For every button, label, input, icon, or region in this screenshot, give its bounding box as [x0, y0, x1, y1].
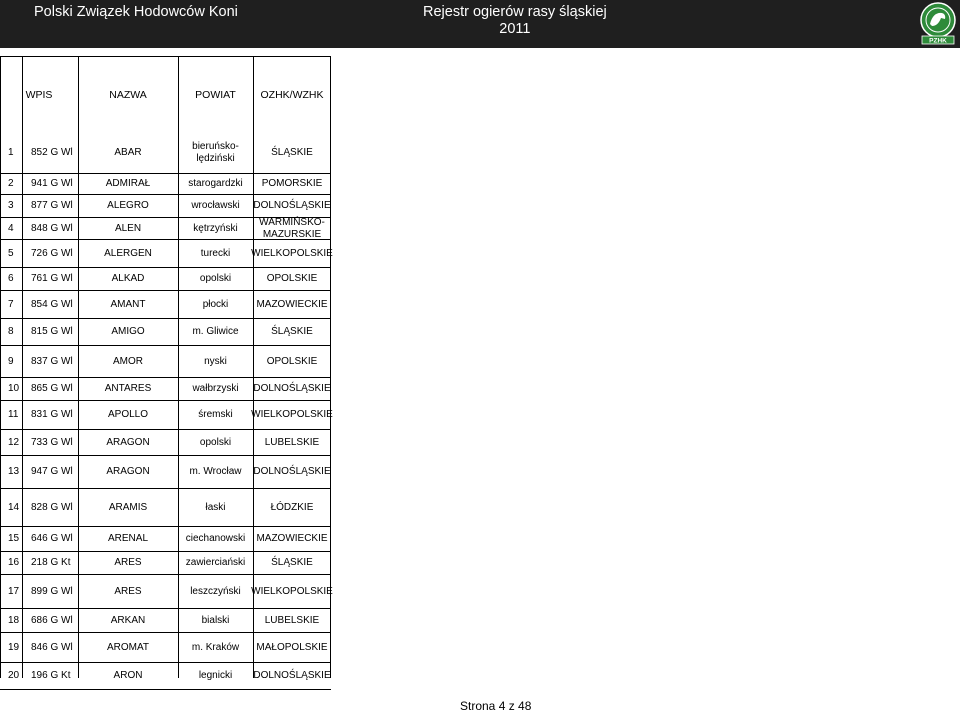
table-row	[0, 632, 331, 662]
row-index-cell: 2	[8, 178, 14, 189]
powiat-cell: m. Kraków	[191, 641, 240, 653]
table-row	[0, 290, 331, 318]
table-row	[0, 267, 331, 290]
row-index-cell: 17	[8, 585, 20, 597]
powiat-cell: ciechanowski	[185, 533, 246, 544]
horse-name-cell: AMIGO	[111, 326, 145, 337]
row-index-cell: 8	[8, 326, 14, 337]
powiat-cell: m. Gliwice	[192, 326, 239, 337]
horse-name-cell: ARAGON	[106, 436, 150, 448]
powiat-cell: bialski	[201, 614, 230, 626]
powiat-cell: leszczyński	[190, 585, 241, 597]
column-header-powiat: POWIAT	[195, 89, 236, 101]
row-index-cell: 11	[8, 409, 19, 420]
row-index-cell: 4	[8, 222, 14, 234]
registration-number-cell: 733 G Wl	[31, 436, 73, 448]
registration-number-cell: 947 G Wl	[31, 466, 73, 477]
voivodeship-cell: POMORSKIE	[261, 178, 323, 189]
voivodeship-cell: ŚLĄSKIE	[271, 557, 313, 568]
table-row	[0, 662, 331, 689]
table-row	[0, 551, 331, 574]
registry-year: 2011	[499, 21, 531, 37]
voivodeship-cell: LUBELSKIE	[264, 436, 320, 448]
table-row	[0, 429, 331, 455]
powiat-cell: turecki	[200, 247, 231, 259]
table-header-row	[0, 57, 331, 133]
registration-number-cell: 877 G Wl	[31, 200, 73, 211]
registration-number-cell: 899 G Wl	[31, 585, 73, 597]
registration-number-cell: 941 G Wl	[31, 178, 73, 189]
horse-name-cell: ALEGRO	[107, 200, 149, 211]
horse-name-cell: ARES	[114, 585, 142, 597]
pzhk-logo	[918, 2, 958, 45]
horse-name-cell: AMANT	[110, 298, 146, 310]
registry-title	[423, 4, 607, 38]
powiat-cell: zawierciański	[185, 557, 246, 568]
voivodeship-cell: LUBELSKIE	[264, 614, 320, 626]
horse-name-cell: ARKAN	[110, 614, 146, 626]
powiat-cell: łaski	[205, 501, 226, 513]
row-index-cell: 9	[8, 355, 14, 367]
voivodeship-cell: MAŁOPOLSKIE	[256, 641, 328, 653]
table-row	[0, 345, 331, 377]
table-row	[0, 194, 331, 217]
voivodeship-cell: WIELKOPOLSKIE	[251, 585, 333, 597]
row-index-cell: 7	[8, 298, 14, 310]
voivodeship-cell: ŚLĄSKIE	[271, 147, 313, 158]
stallion-table	[0, 56, 331, 690]
voivodeship-cell: WARMIŃSKO-MAZURSKIE	[259, 216, 325, 240]
registration-number-cell: 761 G Wl	[31, 273, 73, 284]
registration-number-cell: 831 G Wl	[31, 409, 73, 420]
table-row	[0, 455, 331, 488]
table-row	[0, 173, 331, 194]
powiat-cell: opolski	[199, 436, 232, 448]
table-row	[0, 574, 331, 608]
table-row	[0, 526, 331, 551]
row-index-cell: 6	[8, 273, 14, 284]
voivodeship-cell: OPOLSKIE	[266, 355, 318, 367]
page-header	[0, 0, 960, 48]
voivodeship-cell: DOLNOŚLĄSKIE	[253, 200, 331, 211]
horse-name-cell: ALEN	[114, 222, 142, 234]
registry-title-text: Rejestr ogierów rasy śląskiej	[423, 4, 607, 20]
horse-name-cell: APOLLO	[107, 409, 149, 420]
table-row	[0, 239, 331, 267]
row-index-cell: 10	[8, 383, 20, 394]
powiat-cell: opolski	[199, 273, 232, 284]
voivodeship-cell: WIELKOPOLSKIE	[251, 409, 333, 420]
row-index-cell: 12	[8, 436, 20, 448]
row-index-cell: 15	[8, 533, 20, 544]
row-index-cell: 18	[8, 614, 20, 626]
registration-number-cell: 828 G Wl	[31, 501, 73, 513]
svg-text:PZHK: PZHK	[929, 37, 947, 45]
horse-name-cell: ARES	[114, 557, 142, 568]
horse-name-cell: ANTARES	[104, 383, 152, 394]
registration-number-cell: 852 G Wl	[31, 147, 73, 158]
registration-number-cell: 646 G Wl	[31, 533, 73, 544]
horse-name-cell: ALKAD	[111, 273, 145, 284]
registration-number-cell: 686 G Wl	[31, 614, 73, 626]
horse-name-cell: ARON	[113, 670, 143, 681]
powiat-cell: legnicki	[198, 670, 233, 681]
table-row	[0, 400, 331, 429]
row-index-cell: 5	[8, 247, 14, 259]
registration-number-cell: 218 G Kt	[31, 557, 71, 568]
organization-name: Polski Związek Hodowców Koni	[34, 4, 238, 20]
column-header-wpis: WPIS	[25, 89, 53, 101]
row-index-cell: 20	[8, 670, 20, 681]
voivodeship-cell: OPOLSKIE	[266, 273, 318, 284]
registration-number-cell: 848 G Wl	[31, 222, 73, 234]
registration-number-cell: 726 G Wl	[31, 247, 73, 259]
powiat-cell: wałbrzyski	[192, 383, 239, 394]
horse-name-cell: ARAMIS	[108, 501, 148, 513]
row-index-cell: 19	[8, 641, 20, 653]
row-index-cell: 14	[8, 501, 20, 513]
horse-name-cell: ALERGEN	[104, 247, 152, 259]
registration-number-cell: 196 G Kt	[31, 670, 71, 681]
powiat-cell: śremski	[198, 409, 233, 420]
page-number: Strona 4 z 48	[460, 699, 532, 713]
voivodeship-cell: ŚLĄSKIE	[271, 326, 313, 337]
powiat-cell: kętrzyński	[193, 222, 238, 234]
voivodeship-cell: ŁÓDZKIE	[270, 501, 314, 513]
row-index-cell: 1	[8, 147, 14, 158]
registration-number-cell: 854 G Wl	[31, 298, 73, 310]
row-index-cell: 3	[8, 200, 14, 211]
registration-number-cell: 865 G Wl	[31, 383, 73, 394]
horse-name-cell: AROMAT	[106, 641, 150, 653]
registration-number-cell: 837 G Wl	[31, 355, 73, 367]
horse-name-cell: ARENAL	[107, 533, 148, 544]
voivodeship-cell: MAZOWIECKIE	[256, 298, 328, 310]
voivodeship-cell: DOLNOŚLĄSKIE	[253, 466, 331, 477]
registration-number-cell: 815 G Wl	[31, 326, 73, 337]
table-row	[0, 133, 331, 173]
voivodeship-cell: DOLNOŚLĄSKIE	[253, 670, 331, 681]
voivodeship-cell: MAZOWIECKIE	[256, 533, 328, 544]
column-header-ozhk: OZHK/WZHK	[260, 89, 324, 101]
voivodeship-cell: WIELKOPOLSKIE	[251, 247, 333, 259]
powiat-cell: starogardzki	[188, 178, 243, 189]
powiat-cell: nyski	[204, 355, 227, 367]
powiat-cell: bieruńsko-lędziński	[192, 141, 239, 164]
row-index-cell: 16	[8, 557, 20, 568]
column-header-nazwa: NAZWA	[109, 89, 147, 101]
table-row	[0, 488, 331, 526]
powiat-cell: m. Wrocław	[189, 466, 242, 477]
table-row	[0, 217, 331, 239]
table-row	[0, 318, 331, 345]
horse-name-cell: AMOR	[113, 355, 143, 367]
horse-name-cell: ARAGON	[106, 466, 150, 477]
table-row	[0, 608, 331, 632]
row-index-cell: 13	[8, 466, 20, 477]
powiat-cell: wrocławski	[191, 200, 240, 211]
horse-name-cell: ABAR	[114, 147, 142, 158]
voivodeship-cell: DOLNOŚLĄSKIE	[253, 383, 331, 394]
horse-name-cell: ADMIRAŁ	[105, 178, 151, 189]
powiat-cell: płocki	[202, 298, 229, 310]
registration-number-cell: 846 G Wl	[31, 641, 73, 653]
table-row	[0, 377, 331, 400]
